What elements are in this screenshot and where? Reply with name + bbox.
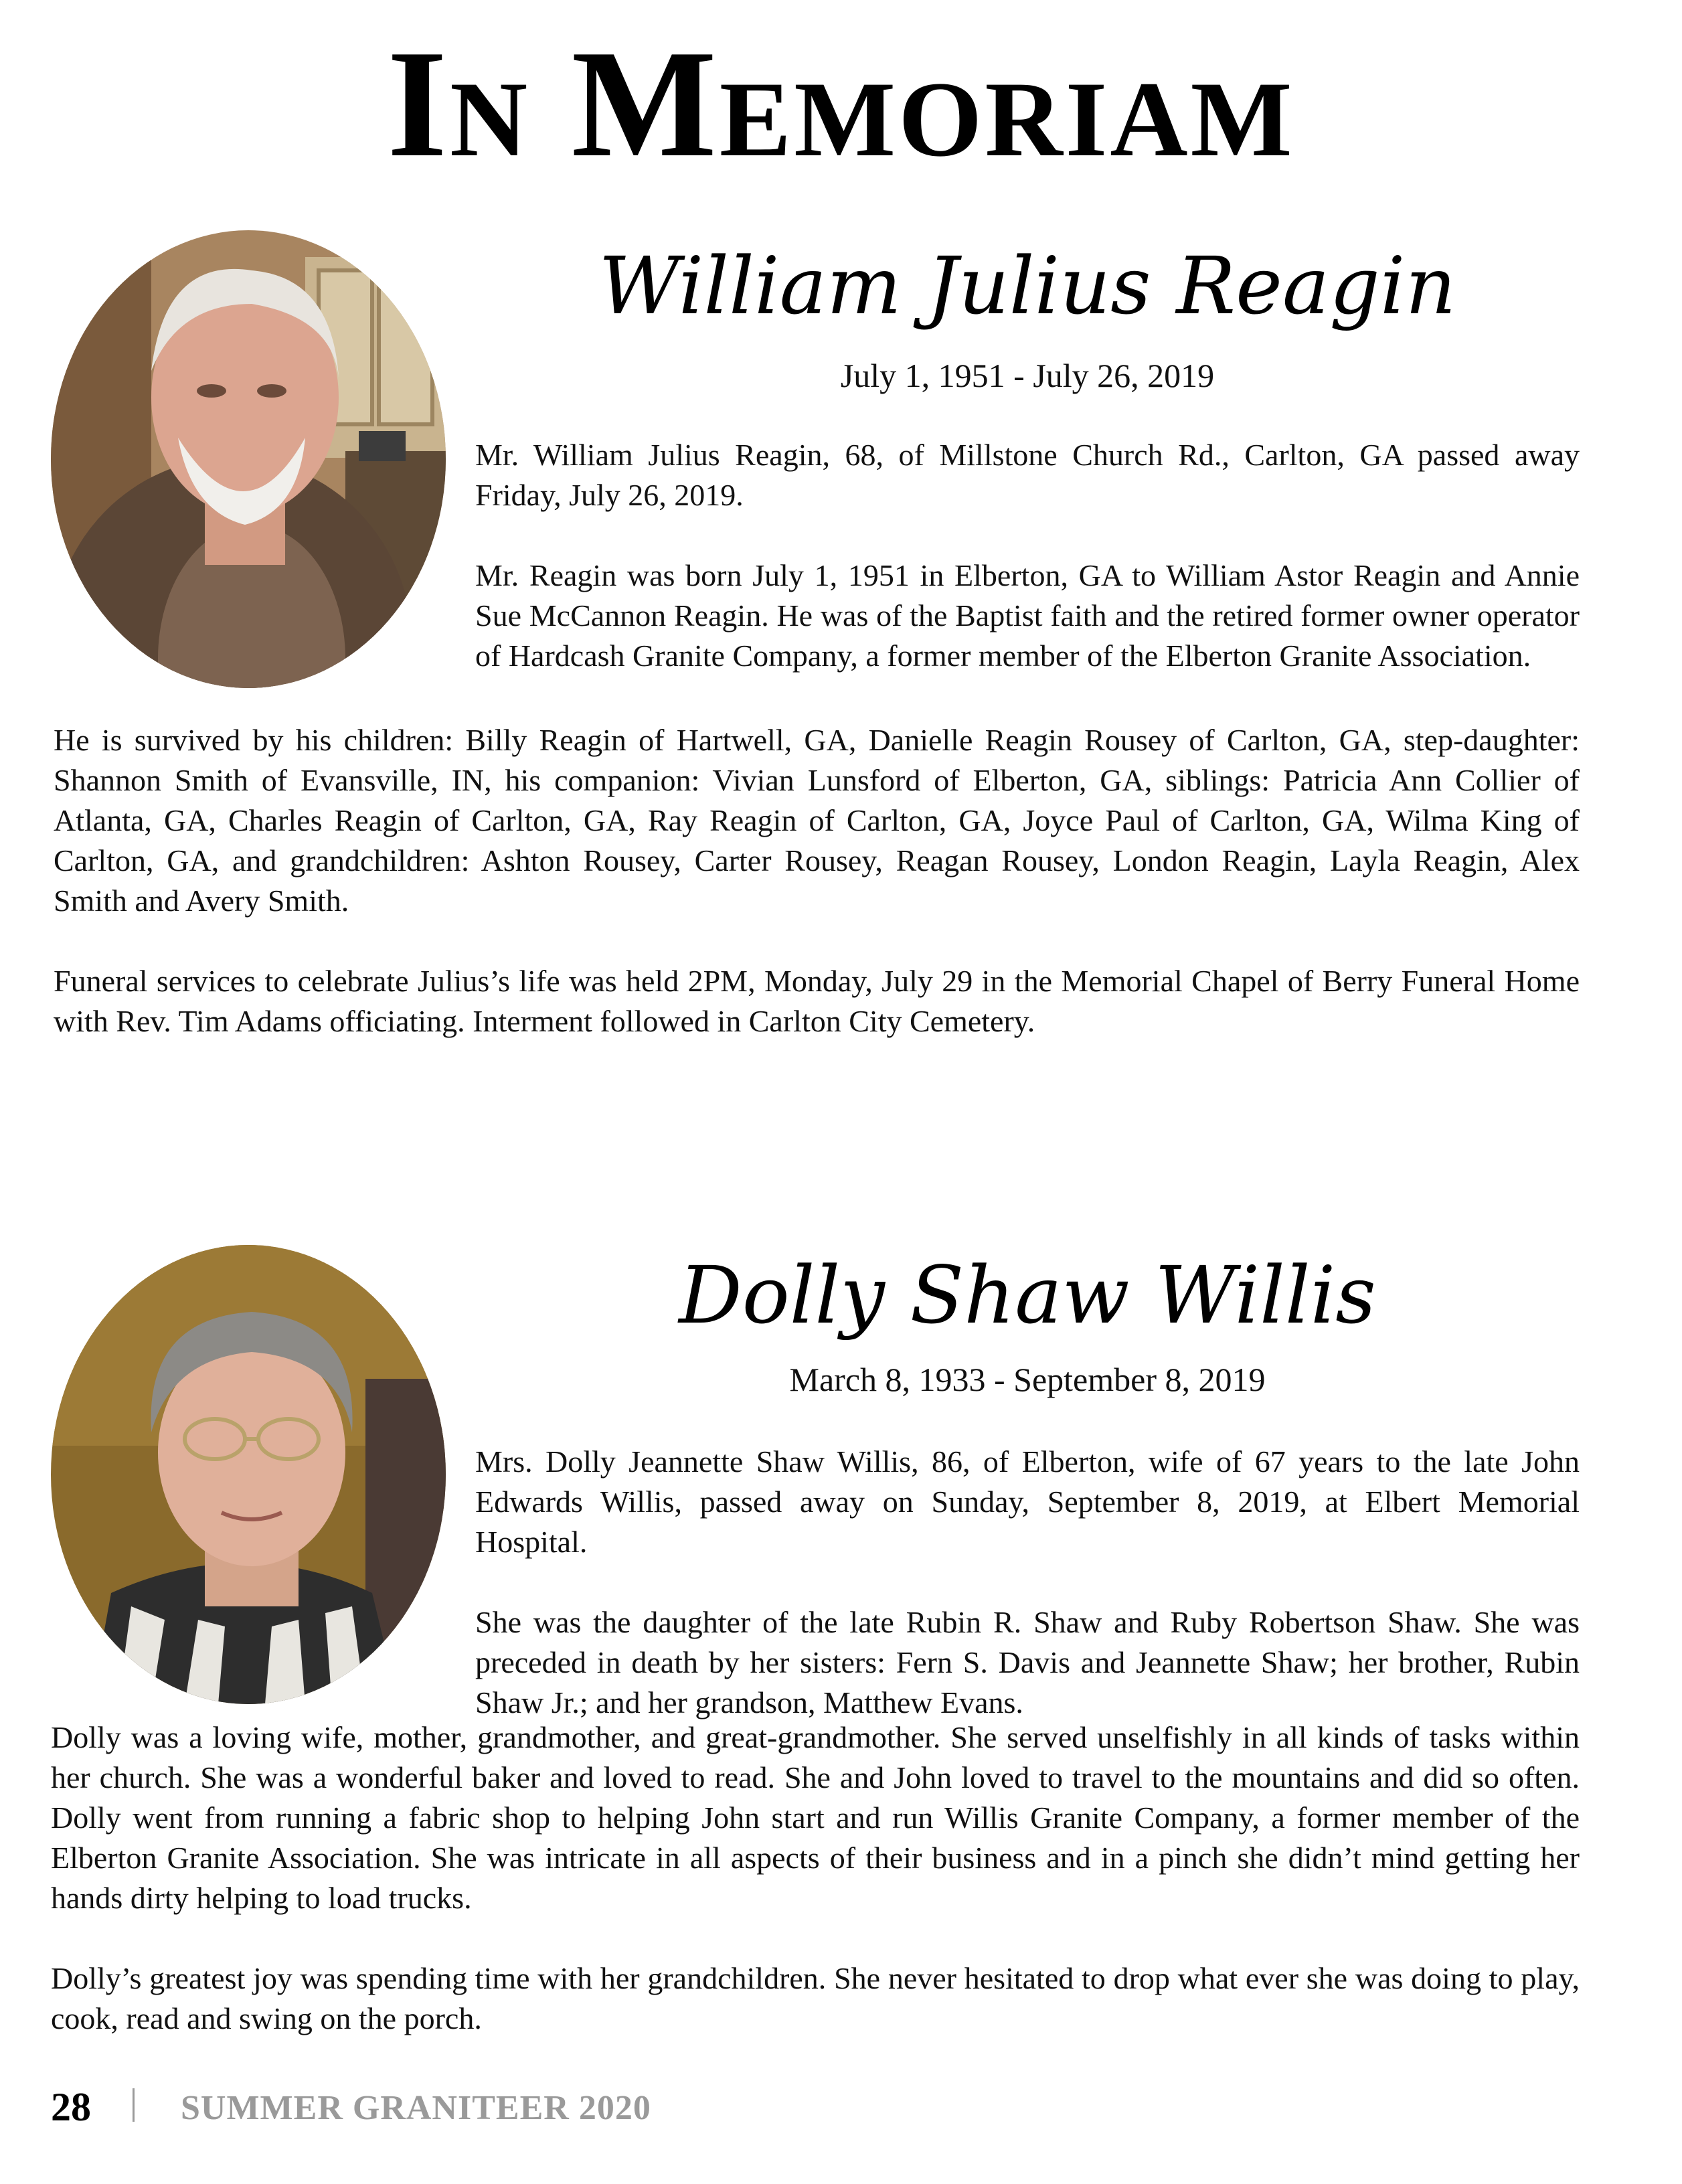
obituary-name: Dolly Shaw Willis (679, 1249, 1376, 1341)
obituary-paragraph: Dolly’s greatest joy was spending time with her grandchildren. She never hesitated to drop what ever she was doing to play, cook, read and swing on the porch. (51, 1961, 1580, 2035)
obituary-paragraph: Funeral services to celebrate Julius’s life was held 2PM, Monday, July 29 in the Memorial Chapel of Berry Funeral Home with Rev. Tim Adams officiating. Interment followed in Carlton City Cemetery. (54, 964, 1580, 1038)
footer-divider (133, 2088, 135, 2122)
page-number: 28 (51, 2085, 91, 2129)
portrait-photo-dolly-willis (51, 1245, 446, 1704)
obituary-body (54, 720, 1580, 1041)
obituary-body (51, 1717, 1580, 2039)
obituary-intro (475, 1442, 1580, 1723)
portrait-photo-william-reagin (51, 230, 446, 688)
publication-name: SUMMER GRANITEER 2020 (181, 2089, 651, 2127)
obituary-paragraph: Mr. Reagin was born July 1, 1951 in Elberton, GA to William Astor Reagin and Annie Sue McCannon Reagin. He was of the Baptist faith and the retired former owner operator of Hardcash Granite Company, a former member of the Elberton Granite Association. (475, 558, 1580, 673)
obituary-paragraph: He is survived by his children: Billy Reagin of Hartwell, GA, Danielle Reagin Rousey of Carlton, GA, step-daughter: Shannon Smith of Evansville, IN, his companion: Vivian Lunsford of Elberton, GA, siblings: Patricia Ann Collier of Atlanta, GA, Charles Reagin of Carlton, GA, Ray Reagin of Carlton, GA, Joyce Paul of Carlton, GA, Wilma King of Carlton, GA, and grandchildren: Ashton Rousey, Carter Rousey, Reagan Rousey, London Reagin, Layla Reagin, Alex Smith and Avery Smith. (54, 723, 1580, 918)
obituary-name: William Julius Reagin (598, 240, 1456, 332)
obituary-paragraph: She was the daughter of the late Rubin R. Shaw and Ruby Robertson Shaw. She was preceded in death by her sisters: Fern S. Davis and Jeannette Shaw; her brother, Rubin Shaw Jr.; and her grandson, Matthew Evans. (475, 1605, 1580, 1719)
page-title: In Memoriam (387, 18, 1295, 189)
obituary-paragraph: Dolly was a loving wife, mother, grandmother, and great-grandmother. She served unselfishly in all kinds of tasks within her church. She was a wonderful baker and loved to read. She and John loved to travel to the mountains and did so often. Dolly went from running a fabric shop to helping John start and run Willis Granite Company, a former member of the Elberton Granite Association. She was intricate in all aspects of their business and in a pinch she didn’t mind getting her hands dirty helping to load trucks. (51, 1720, 1580, 1915)
obituary-paragraph: Mrs. Dolly Jeannette Shaw Willis, 86, of Elberton, wife of 67 years to the late John Edwards Willis, passed away on Sunday, September 8, 2019, at Elbert Memorial Hospital. (475, 1444, 1580, 1559)
obituary-intro (475, 435, 1580, 676)
obituary-paragraph: Mr. William Julius Reagin, 68, of Millstone Church Rd., Carlton, GA passed away Friday, July 26, 2019. (475, 438, 1580, 512)
obituary-dates: July 1, 1951 - July 26, 2019 (840, 357, 1215, 394)
obituary-dates: March 8, 1933 - September 8, 2019 (789, 1361, 1266, 1398)
